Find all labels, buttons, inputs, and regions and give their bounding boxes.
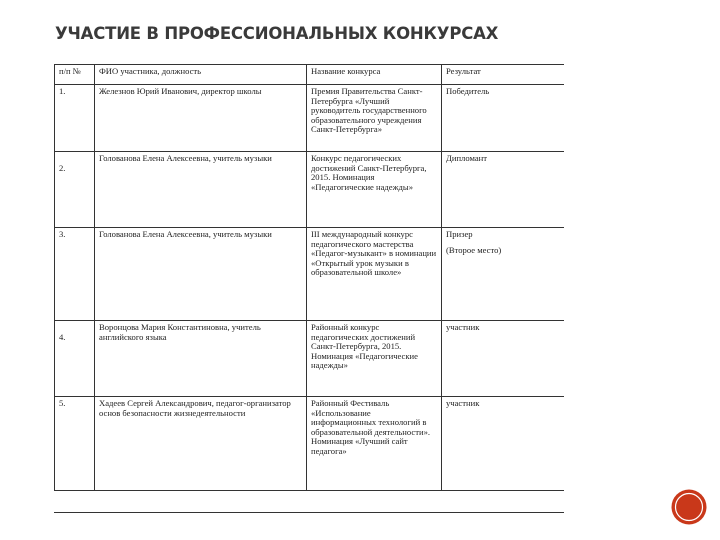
row-number bbox=[55, 228, 95, 321]
row-number-text: 5. bbox=[59, 398, 66, 408]
header-fio: ФИО участника, должность bbox=[95, 65, 307, 85]
result-text: участник bbox=[446, 322, 480, 332]
emblem-inner-circle bbox=[677, 495, 701, 519]
result-text: Дипломант bbox=[446, 153, 488, 163]
result-cell bbox=[442, 85, 565, 152]
header-contest: Название конкурса bbox=[307, 65, 442, 85]
result-text: участник bbox=[446, 398, 480, 408]
result-text: Победитель bbox=[446, 86, 490, 96]
participant-cell: Железнов Юрий Иванович, директор школы bbox=[95, 85, 307, 152]
slide-emblem-icon bbox=[671, 489, 707, 525]
contest-cell: Премия Правительства Санкт-Петербурга «Лучший руководитель государственного образовательного учреждения Санкт-Петербурга» bbox=[307, 85, 442, 152]
contest-cell: Районный конкурс педагогических достижений Санкт-Петербурга, 2015. Номинация «Педагогические надежды» bbox=[307, 321, 442, 397]
contest-cell: Районный Фестиваль «Использование информационных технологий в образовательной деятельности». Номинация «Лучший сайт педагога» bbox=[307, 397, 442, 491]
contest-cell: Конкурс педагогических достижений Санкт-Петербурга, 2015. Номинация «Педагогические надежды» bbox=[307, 152, 442, 228]
result-place: (Второе место) bbox=[446, 244, 502, 255]
contest-table bbox=[54, 64, 564, 491]
row-number bbox=[55, 397, 95, 491]
row-number-text: 4. bbox=[59, 332, 66, 342]
participant-cell: Хадеев Сергей Александрович, педагог-организатор основ безопасности жизнедеятельности bbox=[95, 397, 307, 491]
table-header-row bbox=[55, 65, 565, 85]
contest-cell: III международный конкурс педагогического мастерства «Педагог-музыкант» в номинации «Открытый урок музыки в образовательной школе» bbox=[307, 228, 442, 321]
participant-cell: Голованова Елена Алексеевна, учитель музыки bbox=[95, 228, 307, 321]
result-cell bbox=[442, 152, 565, 228]
row-number bbox=[55, 321, 95, 397]
result-cell bbox=[442, 321, 565, 397]
page-title: УЧАСТИЕ В ПРОФЕССИОНАЛЬНЫХ КОНКУРСАХ bbox=[55, 24, 499, 43]
row-number bbox=[55, 152, 95, 228]
result-cell bbox=[442, 397, 565, 491]
result-cell bbox=[442, 228, 565, 321]
participant-cell: Голованова Елена Алексеевна, учитель музыки bbox=[95, 152, 307, 228]
row-number bbox=[55, 85, 95, 152]
header-num: п/п № bbox=[55, 65, 95, 85]
result-text: Призер bbox=[446, 229, 473, 239]
row-number-text: 2. bbox=[59, 163, 66, 173]
row-number-text: 1. bbox=[59, 86, 66, 96]
participant-cell: Воронцова Мария Константиновна, учитель английского языка bbox=[95, 321, 307, 397]
table-row bbox=[55, 228, 565, 321]
contest-table-frame bbox=[54, 64, 564, 513]
row-number-text: 3. bbox=[59, 229, 66, 239]
table-row bbox=[55, 397, 565, 491]
table-row bbox=[55, 321, 565, 397]
header-result: Результат bbox=[442, 65, 565, 85]
table-row bbox=[55, 85, 565, 152]
table-row bbox=[55, 152, 565, 228]
